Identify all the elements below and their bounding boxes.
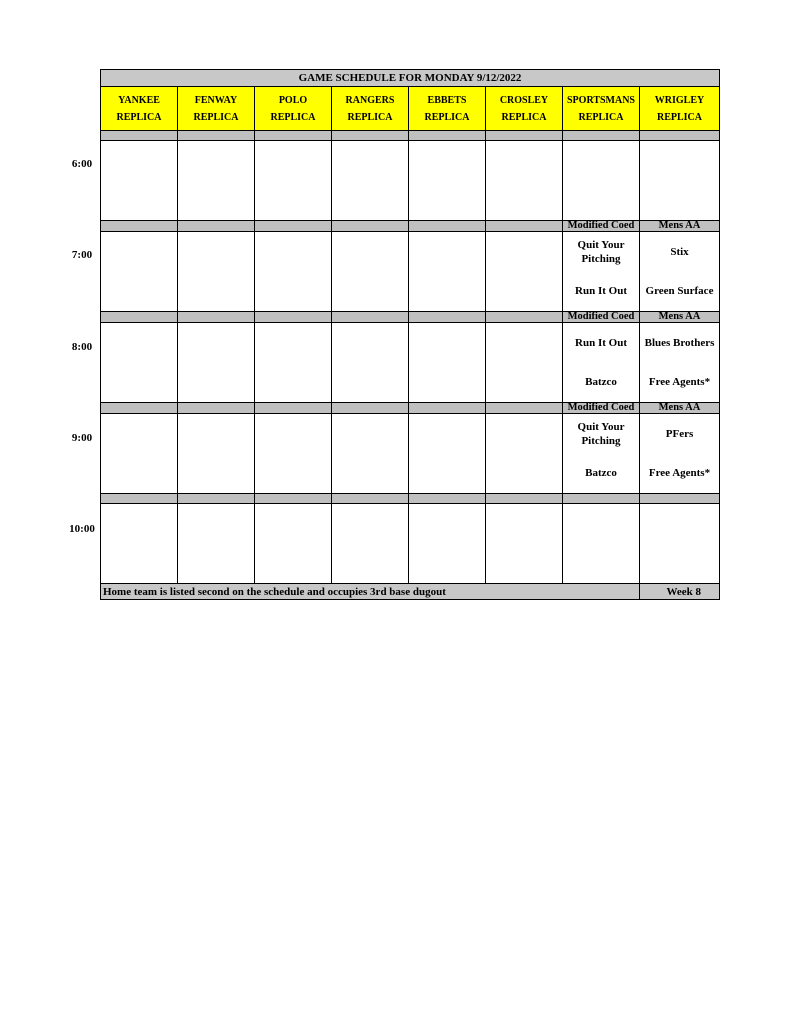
divider-row xyxy=(101,131,720,141)
division-label: Mens AA xyxy=(640,403,720,414)
time-slot-7 xyxy=(101,232,720,312)
home-team: Free Agents* xyxy=(648,467,711,479)
division-row xyxy=(101,312,720,323)
home-team: Run It Out xyxy=(575,285,627,297)
field-header-ebbets: EBBETS REPLICA xyxy=(409,87,486,131)
game-cell xyxy=(563,414,639,493)
game-cell xyxy=(640,414,719,493)
home-team: Free Agents* xyxy=(648,376,711,388)
time-label: 8:00 xyxy=(71,341,93,353)
division-label: Modified Coed xyxy=(563,221,640,232)
time-label: 6:00 xyxy=(71,158,93,170)
time-label: 7:00 xyxy=(71,249,93,261)
schedule-table xyxy=(100,69,720,600)
schedule-sheet xyxy=(100,69,719,600)
divider-row xyxy=(101,494,720,504)
game-cell xyxy=(563,232,639,311)
field-header-rangers: RANGERS REPLICA xyxy=(332,87,409,131)
field-header-sportsmans: SPORTSMANS REPLICA xyxy=(563,87,640,131)
time-label: 10:00 xyxy=(69,523,95,535)
home-team: Batzco xyxy=(585,467,617,479)
time-slot-6 xyxy=(101,141,720,221)
away-team: PFers xyxy=(665,428,694,440)
home-team: Green Surface xyxy=(645,285,714,297)
footer-note: Home team is listed second on the schedule and occupies 3rd base dugout xyxy=(101,584,640,600)
away-team: Stix xyxy=(670,246,689,258)
game-cell xyxy=(563,323,639,402)
time-slot-10 xyxy=(101,504,720,584)
time-slot-9 xyxy=(101,414,720,494)
game-cell xyxy=(640,232,719,311)
field-header-wrigley: WRIGLEY REPLICA xyxy=(640,87,720,131)
away-team: Quit Your Pitching xyxy=(577,239,625,265)
away-team: Blues Brothers xyxy=(644,337,715,349)
away-team: Quit Your Pitching xyxy=(577,421,625,447)
field-header-polo: POLO REPLICA xyxy=(255,87,332,131)
field-header-yankee: YANKEE REPLICA xyxy=(101,87,178,131)
field-header-crosley: CROSLEY REPLICA xyxy=(486,87,563,131)
time-slot-8 xyxy=(101,323,720,403)
week-label: Week 8 xyxy=(640,584,720,600)
field-header-fenway: FENWAY REPLICA xyxy=(178,87,255,131)
division-row xyxy=(101,221,720,232)
time-label: 9:00 xyxy=(71,432,93,444)
schedule-title: GAME SCHEDULE FOR MONDAY 9/12/2022 xyxy=(101,70,720,87)
division-row xyxy=(101,403,720,414)
game-cell xyxy=(640,323,719,402)
division-label: Mens AA xyxy=(640,312,720,323)
away-team: Run It Out xyxy=(575,337,627,349)
home-team: Batzco xyxy=(585,376,617,388)
division-label: Modified Coed xyxy=(563,312,640,323)
division-label: Mens AA xyxy=(640,221,720,232)
division-label: Modified Coed xyxy=(563,403,640,414)
